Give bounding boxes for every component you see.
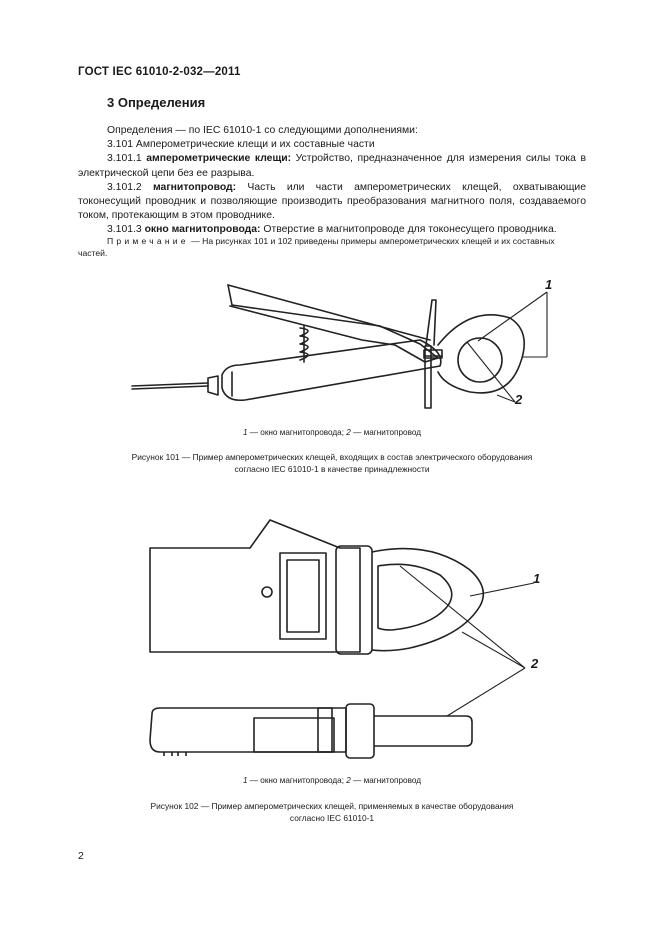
figure-102-caption: [78, 800, 586, 824]
definition-term: амперометрические клещи:: [146, 153, 292, 165]
definition-3-101: 3.101 Амперометрические клещи и их составные части: [107, 139, 375, 151]
definitions-intro: Определения — по IEC 61010-1 со следующими дополнениями:: [107, 125, 418, 136]
note-label: Примечание: [107, 236, 189, 246]
definition-term: окно магнитопровода:: [144, 224, 261, 236]
legend-text: — окно магнитопровода;: [247, 428, 347, 437]
legend-number: 2: [346, 776, 351, 785]
legend-number: 1: [242, 428, 248, 437]
note: [78, 235, 586, 259]
definition-text: Часть или части амперометрических клещей, охватывающие токонесущий проводник и позволяющие производить преобразования магнитного поля, создаваемого током, протекающим в этом проводнике.: [78, 181, 586, 222]
definition-number: 3.101.3: [107, 224, 145, 236]
figure-101-caption: [78, 451, 586, 475]
legend-number: 1: [242, 776, 248, 785]
caption-line: Рисунок 101 — Пример амперометрических клещей, входящих в состав электрического оборудования: [131, 452, 533, 462]
caption-line: согласно IEC 61010-1: [289, 813, 375, 823]
figure-101-label-1: 1: [545, 277, 553, 292]
definitions-block: [78, 124, 586, 238]
figure-101-label-2: 2: [515, 392, 523, 407]
definition-3-101-1: [78, 152, 586, 180]
figure-102-legend: [78, 776, 586, 785]
caption-line: согласно IEC 61010-1 в качестве принадлежности: [234, 464, 430, 474]
definition-term: магнитопровод:: [153, 181, 237, 193]
legend-text: — окно магнитопровода;: [247, 776, 347, 785]
figure-101-legend: [78, 428, 586, 437]
definition-3-101-2: [78, 181, 586, 224]
legend-number: 2: [346, 428, 351, 437]
caption-line: Рисунок 102 — Пример амперометрических клещей, применяемых в качестве оборудования: [150, 801, 514, 811]
page-number: 2: [78, 850, 84, 862]
figure-102-label-2: 2: [531, 656, 539, 671]
section-title: 3 Определения: [107, 95, 206, 110]
definition-number: 3.101.2: [107, 181, 153, 193]
figure-102-label-1: 1: [533, 571, 541, 586]
definition-text: Отверстие в магнитопроводе для токонесущего проводника.: [260, 224, 557, 236]
legend-text: — магнитопровод: [350, 428, 422, 437]
note-text: — На рисунках 101 и 102 приведены примеры амперометрических клещей и их составных частей.: [78, 236, 555, 258]
definition-number: 3.101.1: [107, 153, 147, 165]
definition-text: Устройство, предназначенное для измерения силы тока в электрической цепи без ее разрыва.: [78, 153, 586, 179]
legend-text: — магнитопровод: [350, 776, 422, 785]
document-header: ГОСТ IEC 61010-2-032—2011: [78, 66, 241, 78]
